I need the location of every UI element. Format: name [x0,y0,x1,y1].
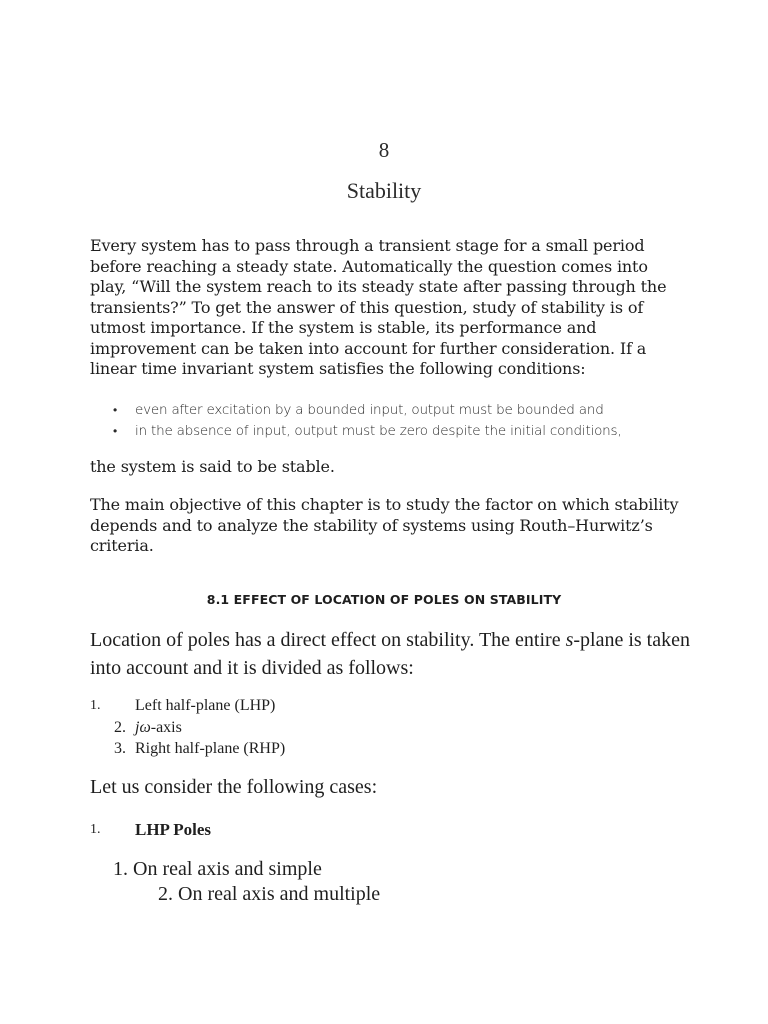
section-heading: 8.1 EFFECT OF LOCATION OF POLES ON STABILITY [206,592,562,607]
list-item [113,400,713,421]
list-number: 3. [114,740,126,757]
list-item [113,421,713,442]
subcase-item: 2. On real axis and multiple [158,883,381,905]
section-intro-var: s [565,629,574,651]
list-text-var: jω [135,718,151,736]
list-text: Left half-plane (LHP) [135,697,276,714]
list-item [90,717,650,739]
list-number: 2. [114,718,126,736]
chapter-title: Stability [346,178,422,203]
chapter-number: 8 [378,138,390,162]
list-number: 1. [90,698,101,713]
list-text [135,717,182,739]
condition-text: in the absence of input, output must be zero despite the initial conditions, [135,422,622,439]
section-intro-before: Location of poles has a direct effect on stability. The entire [90,629,566,651]
condition-text: even after excitation by a bounded input, output must be bounded and [135,402,604,418]
case-number: 1. [90,822,101,837]
plane-divisions-list [90,695,650,760]
section-intro [90,626,690,682]
intro-paragraph: Every system has to pass through a transient stage for a small period before reaching a steady state. Automatically the question comes into play, “Will the system reach to its steady state after passing through the transients?” To get the answer of this question, study of stability is of utmost importance. If the system is stable, its performance and improvement can be taken into account for further consideration. If a linear time invariant system satisfies the following conditions: [90,236,667,378]
subcase-item: 1. On real axis and simple [113,858,322,880]
list-item [90,738,650,760]
list-text: Right half-plane (RHP) [135,740,286,757]
list-text-rest: -axis [150,718,182,736]
list-item [90,695,650,717]
stable-statement: the system is said to be stable. [90,457,335,476]
case-label: LHP Poles [135,820,212,839]
bullet-icon: • [113,403,118,417]
conditions-list [113,400,713,441]
cases-intro: Let us consider the following cases: [90,776,378,798]
section-intro-after: -plane is taken into account and it is divided as follows: [90,629,690,679]
bullet-icon: • [113,423,118,438]
objective-paragraph: The main objective of this chapter is to study the factor on which stability depends and to analyze the stability of systems using Routh–Hurwitz’s criteria. [90,495,679,555]
